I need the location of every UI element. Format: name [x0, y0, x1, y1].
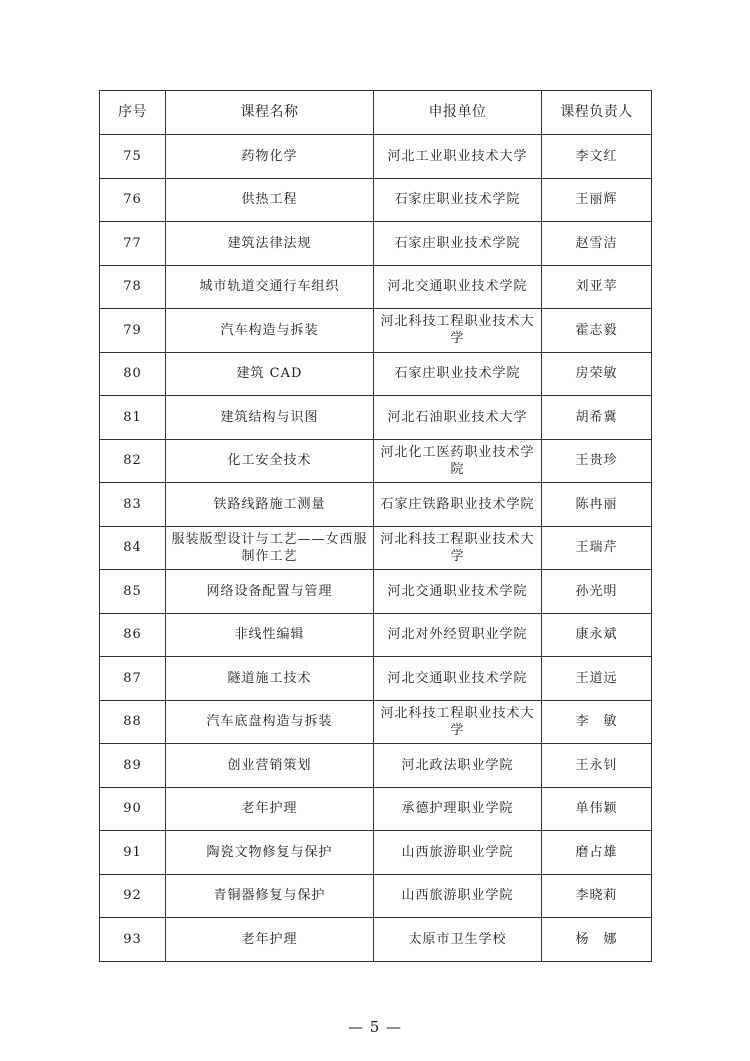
cell-course-leader: 霍志毅 — [542, 309, 652, 353]
cell-serial: 78 — [100, 265, 166, 309]
cell-course-leader: 刘亚苹 — [542, 265, 652, 309]
cell-course-name: 老年护理 — [166, 918, 374, 962]
table-row — [100, 526, 652, 570]
cell-institution: 石家庄职业技术学院 — [374, 222, 542, 266]
cell-institution: 山西旅游职业学院 — [374, 831, 542, 875]
cell-course-leader: 孙光明 — [542, 570, 652, 614]
table-row — [100, 831, 652, 875]
cell-course-name: 隧道施工技术 — [166, 657, 374, 701]
header-course-leader: 课程负责人 — [542, 91, 652, 135]
cell-course-leader: 单伟颖 — [542, 787, 652, 831]
cell-institution: 承德护理职业学院 — [374, 787, 542, 831]
cell-serial: 89 — [100, 744, 166, 788]
header-serial: 序号 — [100, 91, 166, 135]
table-row — [100, 570, 652, 614]
cell-institution: 河北科技工程职业技术大学 — [374, 526, 542, 570]
cell-course-name: 汽车构造与拆装 — [166, 309, 374, 353]
table-row — [100, 135, 652, 179]
table-row — [100, 874, 652, 918]
cell-course-name: 网络设备配置与管理 — [166, 570, 374, 614]
cell-course-name: 非线性编辑 — [166, 613, 374, 657]
table-row — [100, 613, 652, 657]
table-row — [100, 744, 652, 788]
table-row — [100, 918, 652, 962]
cell-course-leader: 王贵珍 — [542, 439, 652, 483]
table-row — [100, 352, 652, 396]
cell-course-name: 建筑法律法规 — [166, 222, 374, 266]
page-number: — 5 — — [347, 1018, 403, 1036]
cell-serial: 84 — [100, 526, 166, 570]
cell-serial: 88 — [100, 700, 166, 744]
cell-course-leader: 房荣敏 — [542, 352, 652, 396]
cell-serial: 79 — [100, 309, 166, 353]
header-course-name: 课程名称 — [166, 91, 374, 135]
cell-institution: 河北对外经贸职业学院 — [374, 613, 542, 657]
cell-institution: 河北石油职业技术大学 — [374, 396, 542, 440]
cell-course-leader: 李晓莉 — [542, 874, 652, 918]
cell-course-name: 陶瓷文物修复与保护 — [166, 831, 374, 875]
cell-serial: 82 — [100, 439, 166, 483]
table-row — [100, 178, 652, 222]
cell-course-name: 城市轨道交通行车组织 — [166, 265, 374, 309]
cell-serial: 92 — [100, 874, 166, 918]
cell-course-name: 服装版型设计与工艺——女西服制作工艺 — [166, 526, 374, 570]
cell-course-leader: 康永斌 — [542, 613, 652, 657]
cell-course-leader: 李文红 — [542, 135, 652, 179]
cell-course-name: 汽车底盘构造与拆装 — [166, 700, 374, 744]
cell-course-name: 药物化学 — [166, 135, 374, 179]
cell-course-name: 创业营销策划 — [166, 744, 374, 788]
cell-institution: 河北政法职业学院 — [374, 744, 542, 788]
table-row — [100, 700, 652, 744]
cell-serial: 81 — [100, 396, 166, 440]
cell-serial: 86 — [100, 613, 166, 657]
cell-institution: 石家庄职业技术学院 — [374, 352, 542, 396]
header-institution: 申报单位 — [374, 91, 542, 135]
table-body — [100, 135, 652, 962]
cell-course-leader: 陈冉丽 — [542, 483, 652, 527]
cell-course-name: 铁路线路施工测量 — [166, 483, 374, 527]
cell-course-leader: 胡希冀 — [542, 396, 652, 440]
cell-course-leader: 王瑞芹 — [542, 526, 652, 570]
cell-institution: 河北化工医药职业技术学院 — [374, 439, 542, 483]
cell-serial: 93 — [100, 918, 166, 962]
table-row — [100, 309, 652, 353]
table-header-row — [100, 91, 652, 135]
cell-institution: 河北交通职业技术学院 — [374, 570, 542, 614]
cell-institution: 河北科技工程职业技术大学 — [374, 309, 542, 353]
table-row — [100, 483, 652, 527]
cell-course-name: 青铜器修复与保护 — [166, 874, 374, 918]
cell-course-name: 老年护理 — [166, 787, 374, 831]
cell-institution: 河北科技工程职业技术大学 — [374, 700, 542, 744]
table-row — [100, 265, 652, 309]
cell-institution: 太原市卫生学校 — [374, 918, 542, 962]
cell-course-leader: 赵雪洁 — [542, 222, 652, 266]
cell-course-name: 建筑 CAD — [166, 352, 374, 396]
cell-institution: 山西旅游职业学院 — [374, 874, 542, 918]
table-row — [100, 222, 652, 266]
table-row — [100, 439, 652, 483]
cell-course-leader: 杨 娜 — [542, 918, 652, 962]
cell-course-name: 供热工程 — [166, 178, 374, 222]
cell-course-leader: 磨占雄 — [542, 831, 652, 875]
cell-serial: 76 — [100, 178, 166, 222]
cell-serial: 80 — [100, 352, 166, 396]
cell-course-leader: 王丽辉 — [542, 178, 652, 222]
table-row — [100, 396, 652, 440]
cell-serial: 85 — [100, 570, 166, 614]
cell-serial: 75 — [100, 135, 166, 179]
cell-serial: 87 — [100, 657, 166, 701]
table-row — [100, 787, 652, 831]
cell-course-leader: 王道远 — [542, 657, 652, 701]
course-table — [99, 90, 652, 962]
cell-institution: 石家庄铁路职业技术学院 — [374, 483, 542, 527]
cell-institution: 河北工业职业技术大学 — [374, 135, 542, 179]
cell-course-name: 建筑结构与识图 — [166, 396, 374, 440]
cell-institution: 石家庄职业技术学院 — [374, 178, 542, 222]
cell-serial: 90 — [100, 787, 166, 831]
cell-course-leader: 王永钊 — [542, 744, 652, 788]
cell-course-leader: 李 敏 — [542, 700, 652, 744]
cell-serial: 77 — [100, 222, 166, 266]
table-row — [100, 657, 652, 701]
cell-institution: 河北交通职业技术学院 — [374, 657, 542, 701]
cell-serial: 91 — [100, 831, 166, 875]
cell-serial: 83 — [100, 483, 166, 527]
cell-institution: 河北交通职业技术学院 — [374, 265, 542, 309]
cell-course-name: 化工安全技术 — [166, 439, 374, 483]
